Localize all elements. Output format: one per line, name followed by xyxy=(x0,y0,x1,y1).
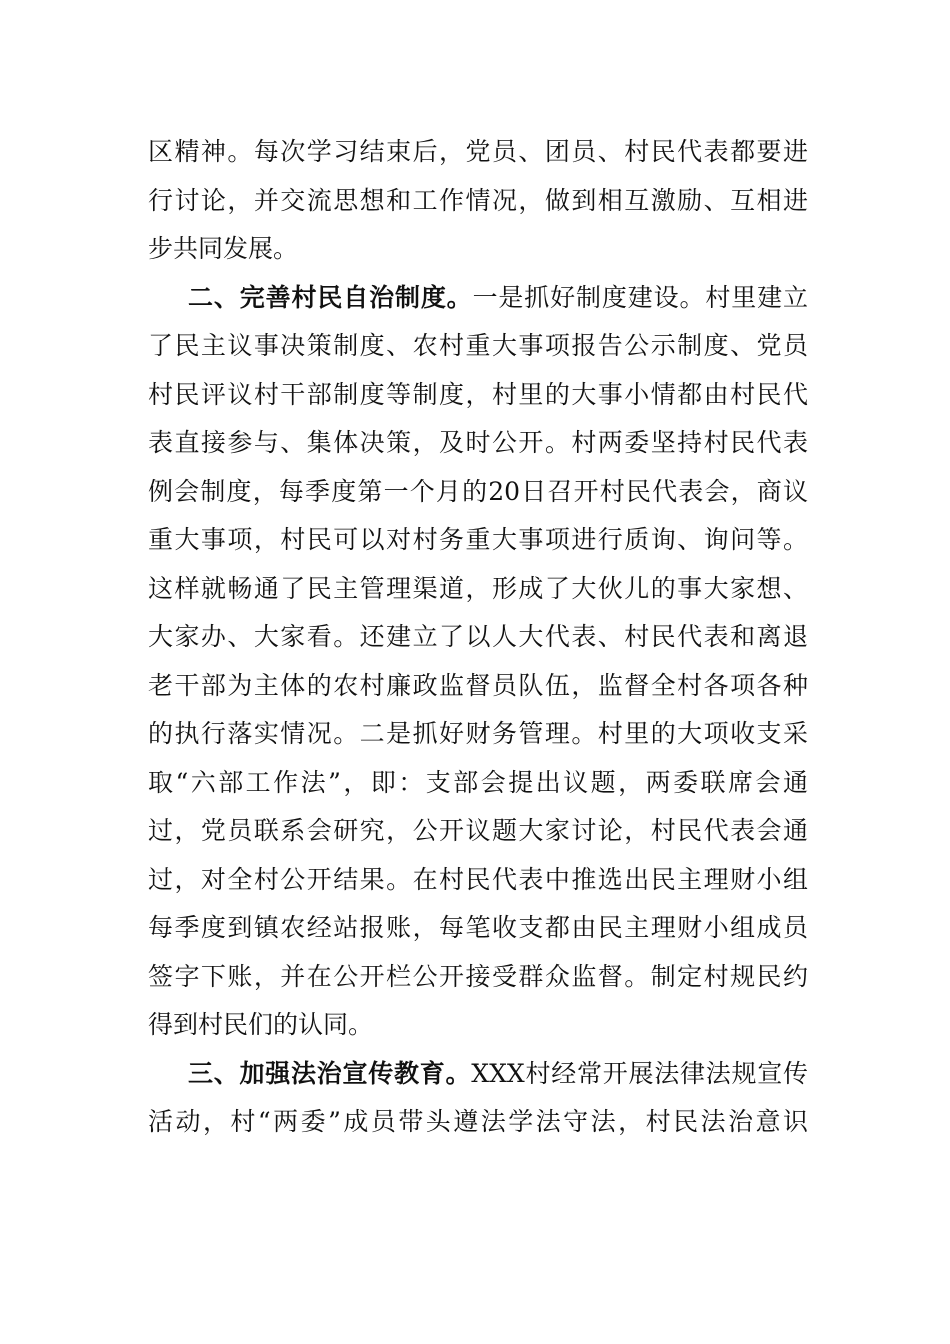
text-line: 活动，村“两委”成员带头遵法学法守法，村民法治意识 xyxy=(148,1107,808,1136)
text-line: 区精神。每次学习结束后，党员、团员、村民代表都要进 xyxy=(148,137,808,166)
text-line: 老干部为主体的农村廉政监督员队伍，监督全村各项各种 xyxy=(148,670,808,700)
text-line: 每季度到镇农经站报账，每笔收支都由民主理财小组成员 xyxy=(148,913,808,942)
text-line: 表直接参与、集体决策，及时公开。村两委坚持村民代表 xyxy=(148,428,808,457)
text-line: 取“六部工作法”，即：支部会提出议题，两委联席会通 xyxy=(148,767,808,797)
paragraph-first-line xyxy=(148,274,808,323)
document-body xyxy=(148,128,808,1147)
text-line: 的执行落实情况。二是抓好财务管理。村里的大项收支采 xyxy=(148,719,808,748)
text-line: 得到村民们的认同。 xyxy=(148,1010,374,1039)
text-line: 步共同发展。 xyxy=(148,234,299,263)
text-line: 过，对全村公开结果。在村民代表中推选出民主理财小组 xyxy=(148,864,808,894)
text-line: 了民主议事决策制度、农村重大事项报告公示制度、党员 xyxy=(148,331,808,360)
text-line: 这样就畅通了民主管理渠道，形成了大伙儿的事大家想、 xyxy=(148,573,808,603)
text-line: 大家办、大家看。还建立了以人大代表、村民代表和离退 xyxy=(148,622,808,651)
paragraph-first-line xyxy=(148,1050,808,1099)
section-heading: 三、加强法治宣传教育。 xyxy=(188,1058,472,1088)
text-run: XXX村经常开展法律法规宣传 xyxy=(471,1058,808,1088)
text-line: 行讨论，并交流思想和工作情况，做到相互激励、互相进 xyxy=(148,185,808,215)
text-line: 例会制度，每季度第一个月的20日召开村民代表会，商议 xyxy=(148,476,808,506)
text-line: 村民评议村干部制度等制度，村里的大事小情都由村民代 xyxy=(148,379,808,409)
text-line: 过，党员联系会研究，公开议题大家讨论，村民代表会通 xyxy=(148,816,808,845)
text-line: 签字下账，并在公开栏公开接受群众监督。制定村规民约 xyxy=(148,961,808,991)
text-line: 重大事项，村民可以对村务重大事项进行质询、询问等。 xyxy=(148,525,808,554)
section-heading: 二、完善村民自治制度。 xyxy=(188,282,473,312)
text-run: 一是抓好制度建设。村里建立 xyxy=(472,282,808,312)
